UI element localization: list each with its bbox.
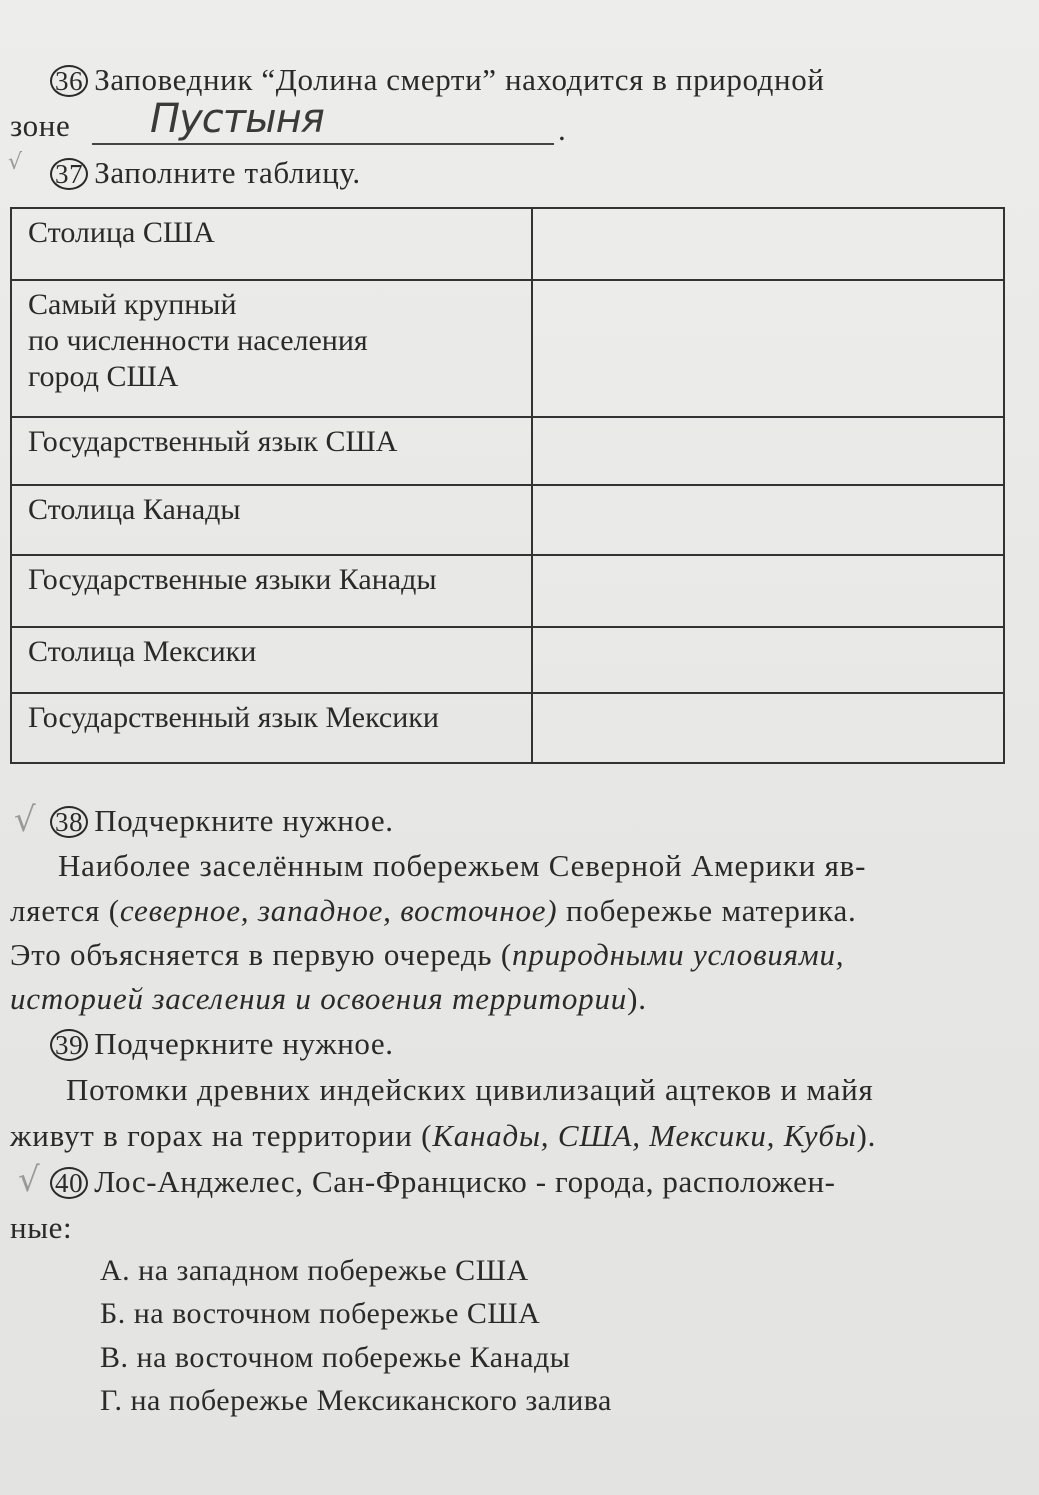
table-label-cell bbox=[11, 208, 532, 280]
q38-options[interactable]: природными условиями, bbox=[512, 937, 845, 972]
table-label-line: Самый крупный bbox=[28, 288, 237, 321]
table-label-cell bbox=[11, 627, 532, 693]
q37-text: Заполните таблицу. bbox=[94, 155, 361, 190]
q40-line1 bbox=[50, 1164, 836, 1200]
q36-line2: зоне bbox=[10, 108, 71, 143]
q36-number: 36 bbox=[50, 65, 88, 97]
q38-number: 38 bbox=[50, 806, 88, 838]
q39-paragraph-line: Потомки древних индейских цивилизаций ацтеков и майя bbox=[66, 1072, 874, 1107]
q38-paragraph-line bbox=[10, 981, 647, 1017]
table-answer-cell[interactable] bbox=[532, 555, 1004, 627]
table-label-line: Столица Канады bbox=[28, 493, 241, 526]
table-answer-cell[interactable] bbox=[532, 208, 1004, 280]
q40-option-g[interactable]: Г. на побережье Мексиканского залива bbox=[100, 1384, 612, 1417]
q40-option-a[interactable]: А. на западном побережье США bbox=[100, 1254, 529, 1287]
table-label-line: по численности населения bbox=[28, 324, 368, 357]
table-label-line: Государственные языки Канады bbox=[28, 563, 437, 596]
q39-text: ). bbox=[856, 1118, 877, 1153]
table-label-cell bbox=[11, 417, 532, 485]
q36-handwritten-answer: Пустыня bbox=[150, 96, 324, 142]
table-label-cell bbox=[11, 280, 532, 417]
table-row bbox=[11, 417, 1004, 485]
q38-paragraph-line bbox=[10, 893, 857, 929]
table-row bbox=[11, 485, 1004, 555]
fill-in-table bbox=[10, 207, 1005, 764]
q39-heading: Подчеркните нужное. bbox=[94, 1026, 394, 1061]
q39-options[interactable]: Канады, США, Мексики, Кубы bbox=[432, 1118, 857, 1153]
q39-paragraph-line bbox=[10, 1118, 876, 1154]
q38-options[interactable]: северное, западное, восточное) bbox=[119, 893, 558, 928]
q37-number: 37 bbox=[50, 158, 88, 190]
q39-heading-line bbox=[50, 1026, 394, 1062]
q38-text: побережье материка. bbox=[557, 893, 857, 928]
table-answer-cell[interactable] bbox=[532, 627, 1004, 693]
q37-line bbox=[50, 155, 361, 191]
table-label-line: Государственный язык Мексики bbox=[28, 701, 439, 734]
check-mark-icon: √ bbox=[8, 150, 23, 175]
q40-line2: ные: bbox=[10, 1210, 73, 1245]
table-label-cell bbox=[11, 693, 532, 763]
table-label-cell bbox=[11, 485, 532, 555]
q36-answer-line bbox=[92, 143, 554, 145]
table-answer-cell[interactable] bbox=[532, 417, 1004, 485]
table-row bbox=[11, 627, 1004, 693]
q38-paragraph-line bbox=[10, 937, 844, 973]
table-row bbox=[11, 555, 1004, 627]
q40-text: Лос-Анджелес, Сан-Франциско - города, расположен- bbox=[94, 1164, 836, 1199]
q39-number: 39 bbox=[50, 1029, 88, 1061]
check-mark-icon: √ bbox=[18, 1160, 40, 1200]
table-row bbox=[11, 693, 1004, 763]
q36-text: Заповедник “Долина смерти” находится в природной bbox=[94, 62, 825, 97]
q38-options[interactable]: историей заселения и освоения территории bbox=[10, 981, 628, 1016]
q40-option-v[interactable]: В. на восточном побережье Канады bbox=[100, 1341, 571, 1374]
q38-heading: Подчеркните нужное. bbox=[94, 803, 394, 838]
q40-option-b[interactable]: Б. на восточном побережье США bbox=[100, 1297, 541, 1330]
q38-text: ляется ( bbox=[10, 893, 120, 928]
q36-line1 bbox=[50, 62, 825, 98]
table-label-line: Столица США bbox=[28, 216, 215, 249]
table-label-line: Государственный язык США bbox=[28, 425, 398, 458]
table-label-cell bbox=[11, 555, 532, 627]
q38-text: ). bbox=[627, 981, 647, 1016]
table-answer-cell[interactable] bbox=[532, 485, 1004, 555]
check-mark-icon: √ bbox=[14, 800, 36, 840]
table-row bbox=[11, 208, 1004, 280]
table-label-line: Столица Мексики bbox=[28, 635, 257, 668]
q38-heading-line bbox=[50, 803, 394, 839]
table-answer-cell[interactable] bbox=[532, 693, 1004, 763]
q40-number: 40 bbox=[50, 1167, 88, 1199]
table-row bbox=[11, 280, 1004, 417]
table-label-line: город США bbox=[28, 360, 179, 393]
table-answer-cell[interactable] bbox=[532, 280, 1004, 417]
q36-end-punct: . bbox=[558, 112, 567, 147]
q38-paragraph-line: Наиболее заселённым побережьем Северной Америки яв- bbox=[58, 848, 867, 883]
q39-text: живут в горах на территории ( bbox=[10, 1118, 433, 1153]
q38-text: Это объясняется в первую очередь ( bbox=[10, 937, 513, 972]
